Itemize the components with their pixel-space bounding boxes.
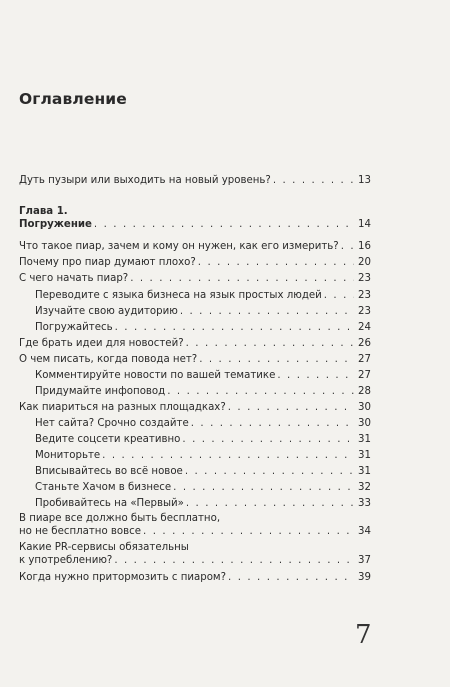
- toc-subentry[interactable]: [35, 417, 371, 430]
- entry-page: 13: [358, 175, 371, 186]
- entry-title: О чем писать, когда повода нет?: [19, 354, 198, 365]
- dot-leader: [199, 353, 354, 366]
- toc-subentry[interactable]: [35, 305, 371, 318]
- dot-leader: [114, 554, 354, 567]
- entry-page: 39: [358, 572, 371, 583]
- entry-page: 37: [358, 555, 371, 566]
- entry-title: Где брать идеи для новостей?: [19, 338, 184, 349]
- entry-title: Изучайте свою аудиторию: [35, 306, 178, 317]
- entry-page: 30: [358, 402, 371, 413]
- toc-entry[interactable]: [19, 401, 371, 414]
- entry-page: 30: [358, 418, 371, 429]
- entry-title: Переводите с языка бизнеса на язык простых людей: [35, 290, 322, 301]
- entry-title: но не бесплатно вовсе: [19, 526, 142, 537]
- entry-title: Как пиариться на разных площадках?: [19, 402, 226, 413]
- chapter-label: Глава 1.: [19, 206, 68, 217]
- entry-page: 16: [358, 241, 371, 252]
- dot-leader: [324, 289, 354, 302]
- toc-entry[interactable]: [19, 337, 371, 350]
- dot-leader: [167, 385, 354, 398]
- dot-leader: [115, 321, 354, 334]
- toc-heading: Оглавление: [19, 90, 127, 108]
- entry-page: 32: [358, 482, 371, 493]
- entry-page: 31: [358, 466, 371, 477]
- entry-title: Что такое пиар, зачем и кому он нужен, как его измерить?: [19, 241, 339, 252]
- toc-subentry[interactable]: [35, 289, 371, 302]
- entry-title-line1: В пиаре все должно быть бесплатно,: [19, 513, 221, 524]
- toc-entry-two-line[interactable]: [19, 512, 371, 538]
- toc-entry[interactable]: [19, 353, 371, 366]
- toc-subentry[interactable]: [35, 385, 371, 398]
- entry-title: Дуть пузыри или выходить на новый уровень?: [19, 175, 271, 186]
- entry-page: 24: [358, 322, 371, 333]
- dot-leader: [182, 433, 354, 446]
- entry-page: 28: [358, 386, 371, 397]
- dot-leader: [277, 369, 354, 382]
- entry-title: Вписывайтесь во всё новое: [35, 466, 183, 477]
- entry-title: Почему про пиар думают плохо?: [19, 257, 196, 268]
- dot-leader: [191, 417, 354, 430]
- dot-leader: [173, 481, 354, 494]
- toc-subentry[interactable]: [35, 369, 371, 382]
- entry-title: Погружение: [19, 219, 92, 230]
- entry-page: 23: [358, 273, 371, 284]
- dot-leader: [341, 240, 354, 253]
- entry-title: Комментируйте новости по вашей тематике: [35, 370, 276, 381]
- toc-entry-two-line[interactable]: [19, 541, 371, 567]
- entry-page: 23: [358, 306, 371, 317]
- dot-leader: [228, 571, 354, 584]
- dot-leader: [180, 305, 354, 318]
- dot-leader: [185, 465, 354, 478]
- dot-leader: [130, 272, 354, 285]
- toc-entry-intro[interactable]: [19, 174, 371, 187]
- entry-title: Когда нужно притормозить с пиаром?: [19, 572, 227, 583]
- toc-entry-chapter-1[interactable]: [19, 205, 371, 231]
- entry-page: 27: [358, 354, 371, 365]
- dot-leader: [186, 337, 354, 350]
- entry-title: Пробивайтесь на «Первый»: [35, 498, 184, 509]
- toc-entry[interactable]: [19, 256, 371, 269]
- entry-page: 20: [358, 257, 371, 268]
- toc-subentry[interactable]: [35, 321, 371, 334]
- toc-entry[interactable]: [19, 272, 371, 285]
- toc-entry[interactable]: [19, 571, 371, 584]
- dot-leader: [198, 256, 354, 269]
- dot-leader: [273, 174, 354, 187]
- toc-subentry[interactable]: [35, 449, 371, 462]
- entry-title: Нет сайта? Срочно создайте: [35, 418, 189, 429]
- entry-title: Погружайтесь: [35, 322, 113, 333]
- entry-page: 14: [358, 219, 371, 230]
- dot-leader: [143, 525, 354, 538]
- dot-leader: [186, 497, 354, 510]
- toc-subentry[interactable]: [35, 497, 371, 510]
- entry-page: 23: [358, 290, 371, 301]
- entry-title-line1: Какие PR-сервисы обязательны: [19, 542, 189, 553]
- entry-title: Придумайте инфоповод: [35, 386, 166, 397]
- toc-subentry[interactable]: [35, 433, 371, 446]
- dot-leader: [102, 449, 354, 462]
- dot-leader: [94, 218, 354, 231]
- entry-title: Станьте Хачом в бизнесе: [35, 482, 172, 493]
- toc-subentry[interactable]: [35, 481, 371, 494]
- toc-subentry[interactable]: [35, 465, 371, 478]
- entry-title: Ведите соцсети креативно: [35, 434, 181, 445]
- entry-page: 34: [358, 526, 371, 537]
- entry-page: 27: [358, 370, 371, 381]
- dot-leader: [228, 401, 354, 414]
- entry-page: 33: [358, 498, 371, 509]
- entry-title: Мониторьте: [35, 450, 101, 461]
- entry-page: 31: [358, 450, 371, 461]
- page-number: 7: [355, 620, 372, 650]
- entry-title: к употреблению?: [19, 555, 113, 566]
- entry-title: С чего начать пиар?: [19, 273, 129, 284]
- entry-page: 31: [358, 434, 371, 445]
- toc-entry[interactable]: [19, 240, 371, 253]
- entry-page: 26: [358, 338, 371, 349]
